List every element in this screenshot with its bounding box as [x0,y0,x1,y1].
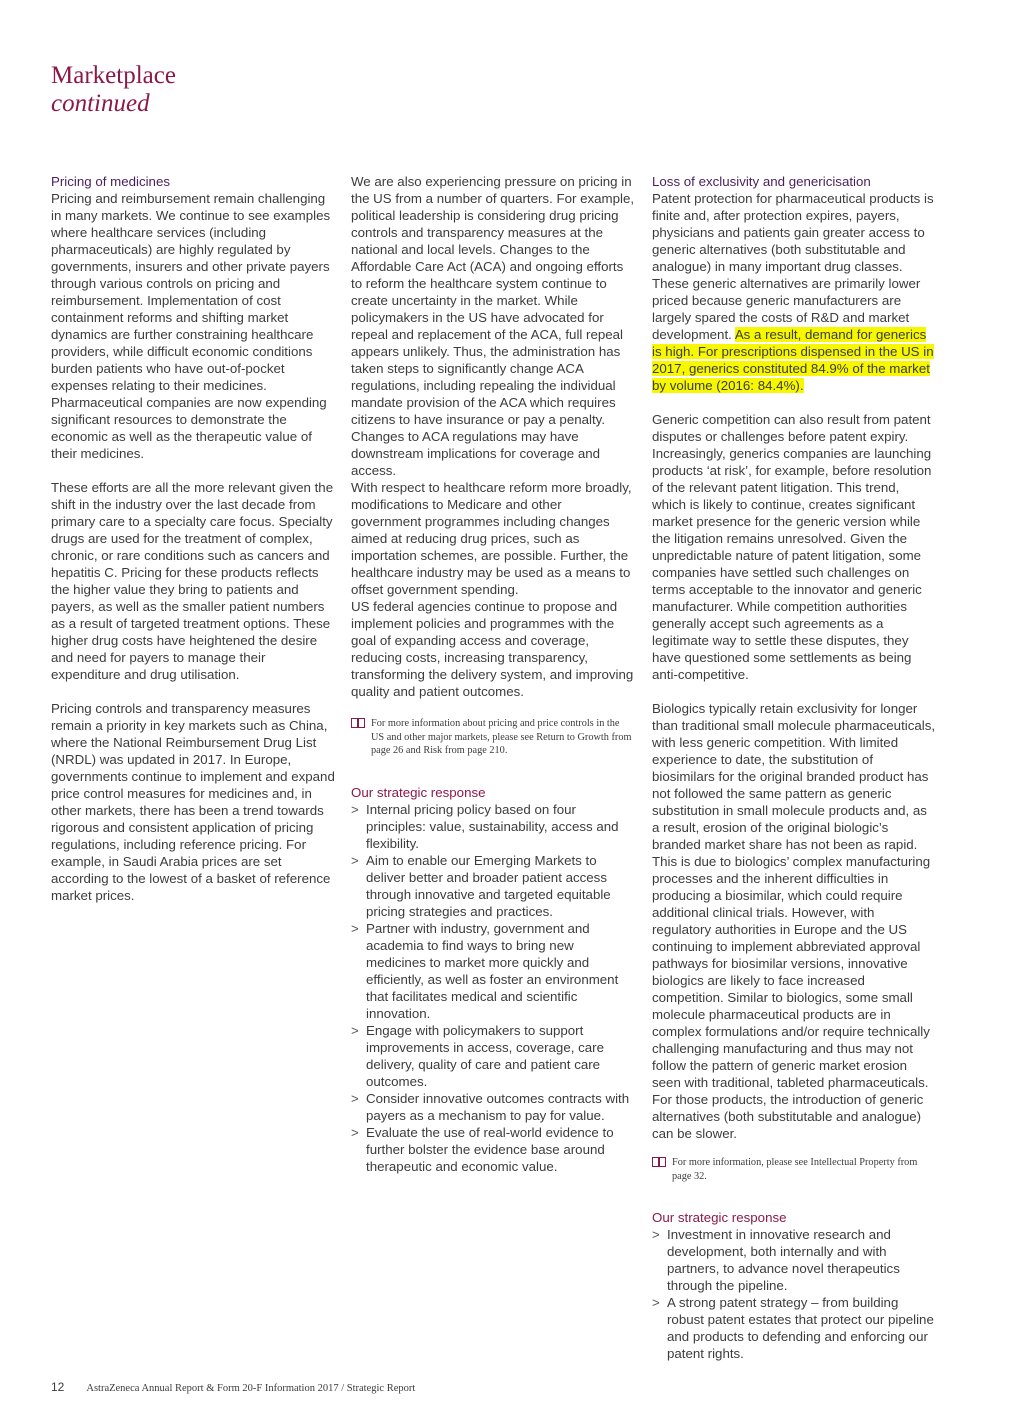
paragraph: With respect to healthcare reform more broadly, modifications to Medicare and other government programmes including changes aimed at reducing drug prices, such as importation schemes, are possible. Further, the healthcare industry may be used as a means to offset government spending. [351,480,632,597]
list-item: > Internal pricing policy based on four principles: value, sustainability, access and flexibility. [351,801,619,851]
chevron-right-icon: > [351,1124,359,1140]
chevron-right-icon: > [351,852,359,868]
cross-reference-note [652,1156,936,1183]
book-icon [652,1157,666,1167]
strategic-response-list [652,1226,936,1362]
paragraph: Pricing and reimbursement remain challenging in many markets. We continue to see examples where healthcare services (including pharmaceuticals) are highly regulated by governments, insurers and other private payers through various controls on pricing and reimbursement. Implementation of cost containment reforms and shifting market dynamics are further constraining healthcare providers, while difficult economic conditions burden patients who have out-of-pocket expenses relating to their medicines. Pharmaceutical companies are now expending significant resources to demonstrate the economic as well as the therapeutic value of their medicines. [51,191,331,461]
section-heading-pricing: Pricing of medicines [51,174,170,189]
list-item: > Engage with policymakers to support improvements in access, coverage, care delivery, quality of care and patient care outcomes. [351,1022,604,1089]
strategic-response-list [351,801,635,1175]
cross-reference-note [351,717,635,758]
strategic-response-heading: Our strategic response [652,1210,787,1225]
note-text: For more information about pricing and price controls in the US and other major markets, please see Return to Growth from page 26 and Risk from page 210. [371,718,632,756]
chevron-right-icon: > [351,1022,359,1038]
paragraph: Biologics typically retain exclusivity for longer than traditional small molecule pharmaceuticals, with less generic competition. With limited experience to date, the substitution of biosimilars for the original branded product has not followed the same pattern as generic substitution in small molecule products and, as a result, erosion of the original biologic’s branded market share has not been as rapid. This is due to biologics’ complex manufacturing processes and the inherent difficulties in producing a biosimilar, which could require additional clinical trials. However, with regulatory authorities in Europe and the US continuing to implement abbreviated approval pathways for biosimilar versions, innovative biologics are likely to face increased competition. Similar to biologics, some small molecule pharmaceutical products are in complex formulations and/or require technically challenging manufacturing and thus may not follow the pattern of generic market erosion seen with traditional, tableted pharmaceuticals. For those products, the introduction of generic alternatives (both substitutable and analogue) can be slower. [652,701,936,1141]
paragraph: We are also experiencing pressure on pricing in the US from a number of quarters. For example, political leadership is considering drug pricing controls and transparency measures at the national and local levels. Changes to the Affordable Care Act (ACA) and ongoing efforts to reform the healthcare system continue to create uncertainty in the market. While policymakers in the US have advocated for repeal and replacement of the ACA, full repeal appears unlikely. Thus, the administration has taken steps to significantly change ACA regulations, including repealing the individual mandate provision of the ACA which requires citizens to have insurance or pay a penalty. Changes to ACA regulations may have downstream implications for coverage and access. [351,174,635,478]
paragraph: These efforts are all the more relevant given the shift in the industry over the last decade from primary care to a specialty care focus. Specialty drugs are used for the treatment of complex, chronic, or rare conditions such as cancers and hepatitis C. Pricing for these products reflects the higher value they bring to patients and payers, as well as the smaller patient numbers as a result of targeted treatment options. These higher drug costs have heightened the desire and need for payers to manage their expenditure and drug utilisation. [51,480,334,682]
paragraph: Generic competition can also result from patent disputes or challenges before patent expiry. Increasingly, generics companies are launching products ‘at risk’, for example, before resolution of the relevant patent litigation. This trend, which is likely to continue, creates significant market presence for the generic version while the litigation remains unresolved. Given the unpredictable nature of patent litigation, some companies have settled such challenges on terms acceptable to the innovator and generic manufacturer. While competition authorities generally accept such agreements as a legitimate way to settle these disputes, they have questioned some settlements as being anti-competitive. [652,412,932,682]
list-item: > Evaluate the use of real-world evidence to further bolster the evidence base around therapeutic and economic value. [351,1124,614,1174]
column-2 [351,173,635,1175]
chevron-right-icon: > [351,801,359,817]
chevron-right-icon: > [351,1090,359,1106]
column-3 [652,173,936,1362]
paragraph: Pricing controls and transparency measures remain a priority in key markets such as China, where the National Reimbursement Drug List (NRDL) was updated in 2017. In Europe, governments continue to implement and expand price control measures for medicines and, in other markets, there has been a trend towards rigorous and consistent application of pricing regulations, including reference pricing. For example, in Saudi Arabia prices are set according to the lowest of a basket of reference market prices. [51,701,335,903]
chevron-right-icon: > [351,920,359,936]
list-item: > Consider innovative outcomes contracts with payers as a mechanism to pay for value. [351,1090,630,1123]
footer-text: AstraZeneca Annual Report & Form 20-F Information 2017 / Strategic Report [86,1383,416,1394]
chevron-right-icon: > [652,1227,660,1242]
note-text: For more information, please see Intellectual Property from page 32. [672,1157,918,1182]
page-subtitle: continued [51,90,150,117]
column-1 [51,173,335,921]
list-item: > Aim to enable our Emerging Markets to deliver better and broader patient access through innovative and targeted equitable pricing strategies and practices. [351,852,611,919]
page-title-block [51,62,176,118]
list-item: > Investment in innovative research and development, both internally and with partners, to advance novel therapeutics through the pipeline. [652,1227,900,1293]
page-footer [51,1380,415,1394]
list-item: > Partner with industry, government and academia to find ways to bring new medicines to market more quickly and efficiently, as well as foster an environment that facilitates medical and scientific innovation. [351,920,619,1021]
page-title: Marketplace [51,62,176,89]
section-heading-loss-of-exclusivity: Loss of exclusivity and genericisation [652,174,871,189]
book-icon [351,718,365,728]
paragraph: Patent protection for pharmaceutical products is finite and, after protection expires, payers, physicians and patients gain greater access to generic alternatives (both substitutable and analogue) in many important drug classes. These generic alternatives are primarily lower priced because generic manufacturers are largely spared the costs of R&D and market development. As a result, demand for generics is high. For prescriptions dispensed in the US in 2017, generics constituted 84.9% of the market by volume (2016: 84.4%). [652,191,934,393]
page-number: 12 [51,1380,65,1394]
highlighted-text: As a result, demand for generics is high. For prescriptions dispensed in the US in 2017, generics constituted 84.9% of the market by volume (2016: 84.4%). [652,327,934,393]
chevron-right-icon: > [652,1295,660,1310]
strategic-response-heading: Our strategic response [351,784,486,800]
paragraph: US federal agencies continue to propose and implement policies and programmes with the goal of expanding access and coverage, reducing costs, increasing transparency, transforming the delivery system, and improving quality and patient outcomes. [351,599,634,699]
list-item: > A strong patent strategy – from building robust patent estates that protect our pipeline and products to defending and enforcing our patent rights. [652,1295,934,1361]
